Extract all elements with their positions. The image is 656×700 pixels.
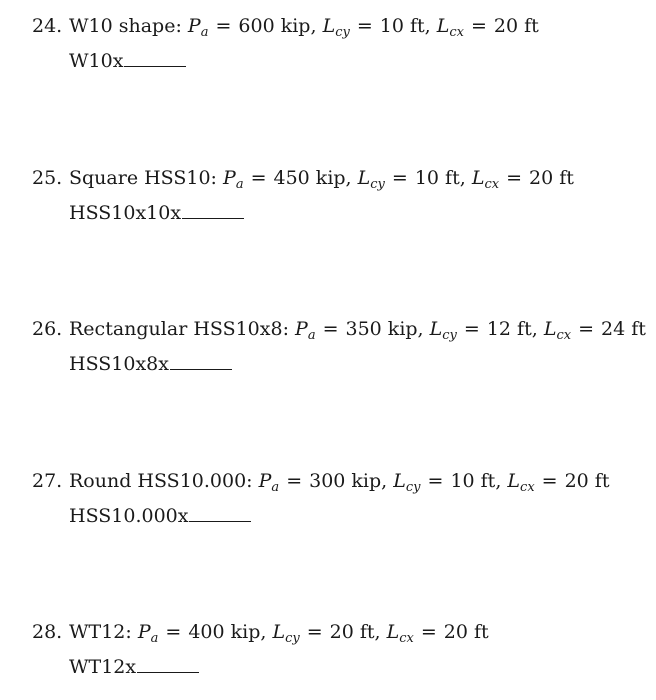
pa-value: 400 kip, — [188, 621, 267, 643]
problem-28 — [32, 620, 642, 679]
answer-line — [32, 351, 642, 376]
shape-label: Square HSS10: — [69, 167, 217, 189]
pa-symbol: $P_a$ — [295, 318, 316, 343]
problem-statement — [32, 14, 642, 38]
lcx-value: 20 ft — [528, 167, 574, 189]
shape-label: Round HSS10.000: — [69, 470, 253, 492]
lcx-symbol: $L_{cx}$ — [543, 318, 572, 343]
lcy-symbol: $L_{cy}$ — [357, 167, 385, 192]
pa-symbol: $P_a$ — [187, 15, 209, 40]
equals-sign: = — [470, 15, 487, 37]
equals-sign: = — [250, 167, 267, 189]
equals-sign: = — [427, 470, 444, 492]
answer-prefix: HSS10x10x — [69, 202, 182, 224]
problem-26 — [32, 317, 646, 376]
answer-blank[interactable] — [182, 200, 244, 219]
problem-statement — [32, 469, 642, 493]
lcx-symbol: $L_{cx}$ — [386, 621, 414, 646]
answer-blank[interactable] — [124, 48, 186, 67]
lcx-value: 20 ft — [443, 621, 489, 643]
pa-symbol: $P_a$ — [258, 470, 280, 495]
lcx-value: 20 ft — [564, 470, 610, 492]
pa-value: 300 kip, — [309, 470, 388, 492]
lcy-value: 10 ft, — [379, 15, 431, 37]
pa-value: 350 kip, — [345, 318, 424, 340]
answer-prefix: W10x — [69, 50, 124, 72]
problem-statement — [32, 317, 646, 343]
lcy-symbol: $L_{cy}$ — [393, 470, 421, 495]
lcy-symbol: $L_{cy}$ — [272, 621, 300, 646]
answer-line — [32, 200, 642, 225]
answer-prefix: HSS10.000x — [69, 505, 189, 527]
answer-line — [32, 503, 642, 528]
answer-blank[interactable] — [170, 351, 232, 370]
pa-value: 600 kip, — [238, 15, 317, 37]
equals-sign: = — [391, 167, 408, 189]
equals-sign: = — [215, 15, 232, 37]
problem-statement — [32, 166, 642, 190]
lcy-value: 12 ft, — [486, 318, 538, 340]
lcy-symbol: $L_{cy}$ — [322, 15, 350, 40]
answer-prefix: HSS10x8x — [69, 353, 169, 375]
equals-sign: = — [286, 470, 303, 492]
answer-line — [32, 48, 642, 73]
equals-sign: = — [356, 15, 373, 37]
problem-number: 25. — [32, 167, 63, 189]
lcy-value: 20 ft, — [329, 621, 381, 643]
lcy-symbol: $L_{cy}$ — [429, 318, 457, 343]
pa-symbol: $P_a$ — [223, 167, 244, 192]
equals-sign: = — [306, 621, 323, 643]
lcx-value: 24 ft — [600, 318, 646, 340]
answer-prefix: WT12x — [69, 656, 137, 678]
lcx-symbol: $L_{cx}$ — [436, 15, 464, 40]
equals-sign: = — [506, 167, 522, 189]
equals-sign: = — [578, 318, 594, 340]
problem-statement — [32, 620, 642, 644]
lcx-symbol: $L_{cx}$ — [471, 167, 500, 192]
pa-value: 450 kip, — [273, 167, 352, 189]
answer-line — [32, 654, 642, 679]
answer-blank[interactable] — [189, 503, 251, 522]
equals-sign: = — [420, 621, 437, 643]
problem-27 — [32, 469, 642, 528]
lcx-symbol: $L_{cx}$ — [507, 470, 535, 495]
problem-number: 28. — [32, 621, 63, 643]
equals-sign: = — [165, 621, 182, 643]
equals-sign: = — [463, 318, 480, 340]
problem-24 — [32, 14, 642, 73]
shape-label: Rectangular HSS10x8: — [69, 318, 289, 340]
problem-number: 27. — [32, 470, 63, 492]
problem-number: 24. — [32, 15, 63, 37]
shape-label: WT12: — [69, 621, 132, 643]
lcx-value: 20 ft — [493, 15, 539, 37]
answer-blank[interactable] — [137, 654, 199, 673]
pa-symbol: $P_a$ — [137, 621, 159, 646]
equals-sign: = — [541, 470, 558, 492]
lcy-value: 10 ft, — [414, 167, 466, 189]
problem-number: 26. — [32, 318, 63, 340]
shape-label: W10 shape: — [69, 15, 182, 37]
problem-25 — [32, 166, 642, 225]
lcy-value: 10 ft, — [450, 470, 502, 492]
equals-sign: = — [322, 318, 339, 340]
